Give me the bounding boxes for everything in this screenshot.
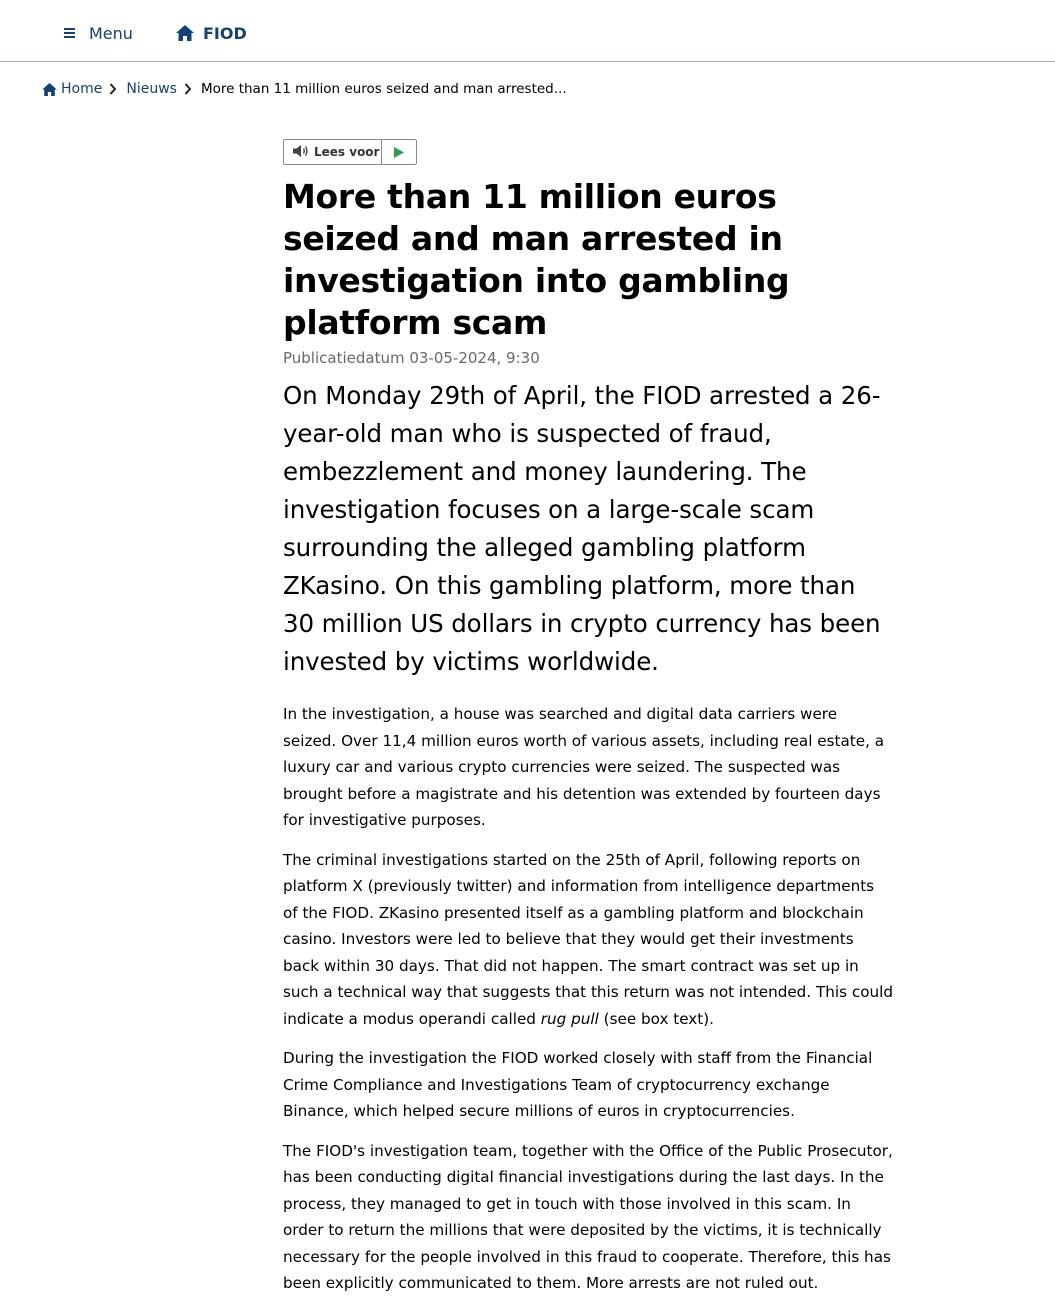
menu-label: Menu — [89, 23, 133, 43]
paragraph-text: (see box text). — [598, 1009, 715, 1028]
breadcrumb-home-label: Home — [61, 81, 103, 97]
hamburger-icon — [64, 28, 75, 38]
home-icon — [176, 25, 194, 41]
breadcrumb-home[interactable] — [42, 81, 102, 97]
read-aloud-button[interactable] — [284, 140, 382, 164]
breadcrumb — [42, 78, 567, 100]
emphasis-term: rug pull — [540, 1009, 599, 1028]
play-button[interactable] — [382, 140, 416, 164]
paragraph-text: The criminal investigations started on the 25th of April, following reports on platform X (previously twitter) and information from intelligence departments of the FIOD. ZKasino presented itself as a gambling platform and blockchain casino. Investors were led to believe that they would get their investments back within 30 days. That did not happen. The smart contract was set up in such a technical way that suggests that this return was not intended. This could indicate a modus operandi called — [283, 850, 893, 1028]
article-paragraph: During the investigation the FIOD worked closely with staff from the Financial Crime Compliance and Investigations Team of cryptocurrency exchange Binance, which helped secure millions of euros in cryptocurrencies. — [283, 1049, 873, 1120]
menu-button[interactable] — [64, 21, 133, 45]
read-aloud-widget — [283, 139, 417, 165]
article-paragraph: The FIOD's investigation team, together with the Office of the Public Prosecutor, has been conducting digital financial investigations during the last days. In the process, they managed to get in touch with those involved in this scam. In order to return the millions that were deposited by the victims, it is technically necessary for the people involved in this fraud to cooperate. Therefore, this has been explicitly communicated to them. More arrests are not ruled out. — [283, 1141, 893, 1292]
brand-home-link[interactable] — [176, 21, 247, 45]
home-icon — [42, 83, 57, 96]
chevron-right-icon — [109, 83, 117, 95]
brand-label: FIOD — [203, 23, 247, 43]
article-title: More than 11 million euros seized and man arrested in investigation into gambling platform scam — [283, 177, 790, 342]
article-body — [283, 701, 893, 1297]
chevron-right-icon — [184, 83, 192, 95]
speaker-icon — [292, 144, 314, 161]
breadcrumb-current: More than 11 million euros seized and man arrested... — [200, 81, 567, 97]
play-icon — [394, 143, 404, 162]
article-paragraph: In the investigation, a house was searched and digital data carriers were seized. Over 11,4 million euros worth of various assets, including real estate, a luxury car and various crypto currencies were seized. The suspected was brought before a magistrate and his detention was extended by fourteen days for investigative purposes. — [283, 705, 885, 829]
publication-date: Publicatiedatum 03-05-2024, 9:30 — [283, 349, 540, 367]
breadcrumb-news[interactable]: Nieuws — [126, 81, 177, 97]
article-paragraph — [283, 847, 893, 1033]
article-intro: On Monday 29th of April, the FIOD arrested a 26-year-old man who is suspected of fraud, embezzlement and money laundering. The investigation focuses on a large-scale scam surrounding the alleged gambling platform ZKasino. On this gambling platform, more than 30 million US dollars in crypto currency has been invested by victims worldwide. — [283, 381, 881, 676]
site-header — [0, 0, 1055, 62]
article — [283, 176, 893, 1297]
read-aloud-label: Lees voor — [314, 145, 380, 159]
